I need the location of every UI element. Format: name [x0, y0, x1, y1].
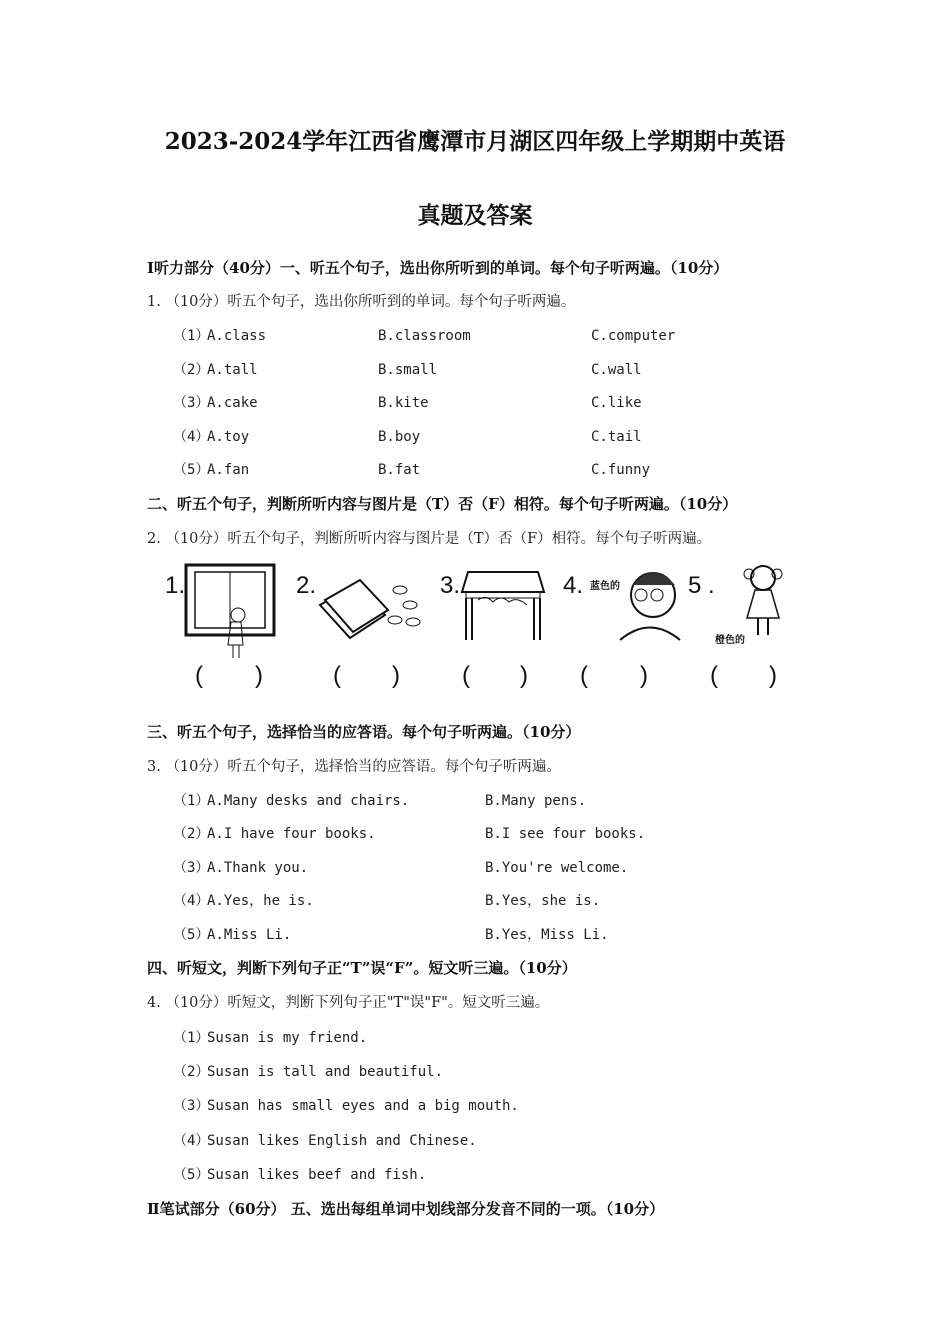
- picture-number: 3.: [440, 572, 461, 599]
- option-number: （3）: [173, 860, 210, 876]
- statement-text: Susan is tall and beautiful.: [207, 1064, 444, 1080]
- document-title-line1: 2023-2024学年江西省鹰潭市月湖区四年级上学期期中英语: [164, 128, 786, 155]
- answer-blank-open: (: [195, 662, 203, 689]
- answer-blank-close: ): [769, 662, 777, 689]
- desk-with-toys-image: [458, 560, 548, 645]
- boy-with-glasses-image: [605, 560, 685, 645]
- option-a: A.Many desks and chairs.: [207, 793, 410, 809]
- section4-header: 四、听短文，判断下列句子正“T”误“F”。短文听三遍。（10分）: [147, 959, 577, 977]
- option-a: A.Thank you.: [207, 860, 309, 876]
- option-c: C.computer: [591, 328, 676, 344]
- question4: 4. （10分）听短文，判断下列句子正"T"误"F"。短文听三遍。: [147, 995, 550, 1011]
- answer-blank-close: ): [520, 662, 528, 689]
- picture-number: 5 .: [688, 572, 715, 599]
- answer-blank-open: (: [333, 662, 341, 689]
- option-number: （1）: [173, 328, 210, 344]
- option-c: C.funny: [591, 462, 651, 478]
- option-number: （4）: [173, 893, 210, 909]
- option-b: B.kite: [378, 395, 429, 411]
- option-b: B.Many pens.: [485, 793, 587, 809]
- option-a: A.class: [207, 328, 267, 344]
- statement-text: Susan is my friend.: [207, 1030, 368, 1046]
- option-b: B.fat: [378, 462, 421, 478]
- girl-image: [725, 560, 805, 640]
- boy-cleaning-window-image: [183, 560, 278, 660]
- picture-number: 4.: [563, 572, 584, 599]
- answer-blank-close: ): [640, 662, 648, 689]
- option-a: A.toy: [207, 429, 250, 445]
- option-b: B.classroom: [378, 328, 471, 344]
- answer-blank-open: (: [462, 662, 470, 689]
- section5-header: Ⅱ笔试部分（60分） 五、选出每组单词中划线部分发音不同的一项。（10分）: [147, 1200, 665, 1218]
- statement-text: Susan likes beef and fish.: [207, 1167, 427, 1183]
- option-number: （3）: [173, 395, 210, 411]
- question3: 3. （10分）听五个句子，选择恰当的应答语。每个句子听两遍。: [147, 759, 561, 775]
- option-c: C.tail: [591, 429, 642, 445]
- option-number: （1）: [173, 793, 210, 809]
- option-number: （5）: [173, 927, 210, 943]
- option-b: B.You're welcome.: [485, 860, 629, 876]
- statement-number: （4）: [173, 1133, 210, 1149]
- statement-number: （5）: [173, 1167, 210, 1183]
- option-a: A.I have four books.: [207, 826, 376, 842]
- option-a: A.Miss Li.: [207, 927, 292, 943]
- answer-blank-close: ): [392, 662, 400, 689]
- picture-number: 2.: [296, 572, 317, 599]
- document-title-line2: 真题及答案: [417, 202, 533, 229]
- question1: 1. （10分）听五个句子，选出你所听到的单词。每个句子听两遍。: [147, 294, 576, 310]
- picture-label: 橙色的: [715, 635, 745, 646]
- option-b: B.boy: [378, 429, 421, 445]
- answer-blank-open: (: [580, 662, 588, 689]
- answer-blank-close: ): [255, 662, 263, 689]
- section1-header: Ⅰ听力部分（40分）一、听五个句子，选出你所听到的单词。每个句子听两遍。（10分）: [147, 259, 729, 277]
- answer-blank-open: (: [710, 662, 718, 689]
- statement-number: （2）: [173, 1064, 210, 1080]
- option-b: B.Yes，Miss Li.: [485, 927, 609, 943]
- statement-text: Susan has small eyes and a big mouth.: [207, 1098, 519, 1114]
- statement-text: Susan likes English and Chinese.: [207, 1133, 477, 1149]
- section3-header: 三、听五个句子，选择恰当的应答语。每个句子听两遍。（10分）: [147, 723, 581, 741]
- picture-number: 1.: [165, 572, 186, 599]
- section2-header: 二、听五个句子，判断所听内容与图片是（T）否（F）相符。每个句子听两遍。（10分）: [147, 495, 738, 513]
- option-c: C.wall: [591, 362, 642, 378]
- statement-number: （3）: [173, 1098, 210, 1114]
- option-c: C.like: [591, 395, 642, 411]
- option-number: （5）: [173, 462, 210, 478]
- option-a: A.tall: [207, 362, 258, 378]
- statement-number: （1）: [173, 1030, 210, 1046]
- option-number: （2）: [173, 826, 210, 842]
- option-number: （4）: [173, 429, 210, 445]
- option-a: A.Yes，he is.: [207, 893, 314, 909]
- picture-label: 蓝色的: [590, 581, 620, 592]
- option-a: A.fan: [207, 462, 250, 478]
- option-b: B.small: [378, 362, 438, 378]
- option-b: B.I see four books.: [485, 826, 646, 842]
- option-a: A.cake: [207, 395, 258, 411]
- question2: 2. （10分）听五个句子，判断所听内容与图片是（T）否（F）相符。每个句子听两遍。: [147, 531, 712, 547]
- books-and-pencils-image: [315, 560, 425, 640]
- option-number: （2）: [173, 362, 210, 378]
- option-b: B.Yes，she is.: [485, 893, 601, 909]
